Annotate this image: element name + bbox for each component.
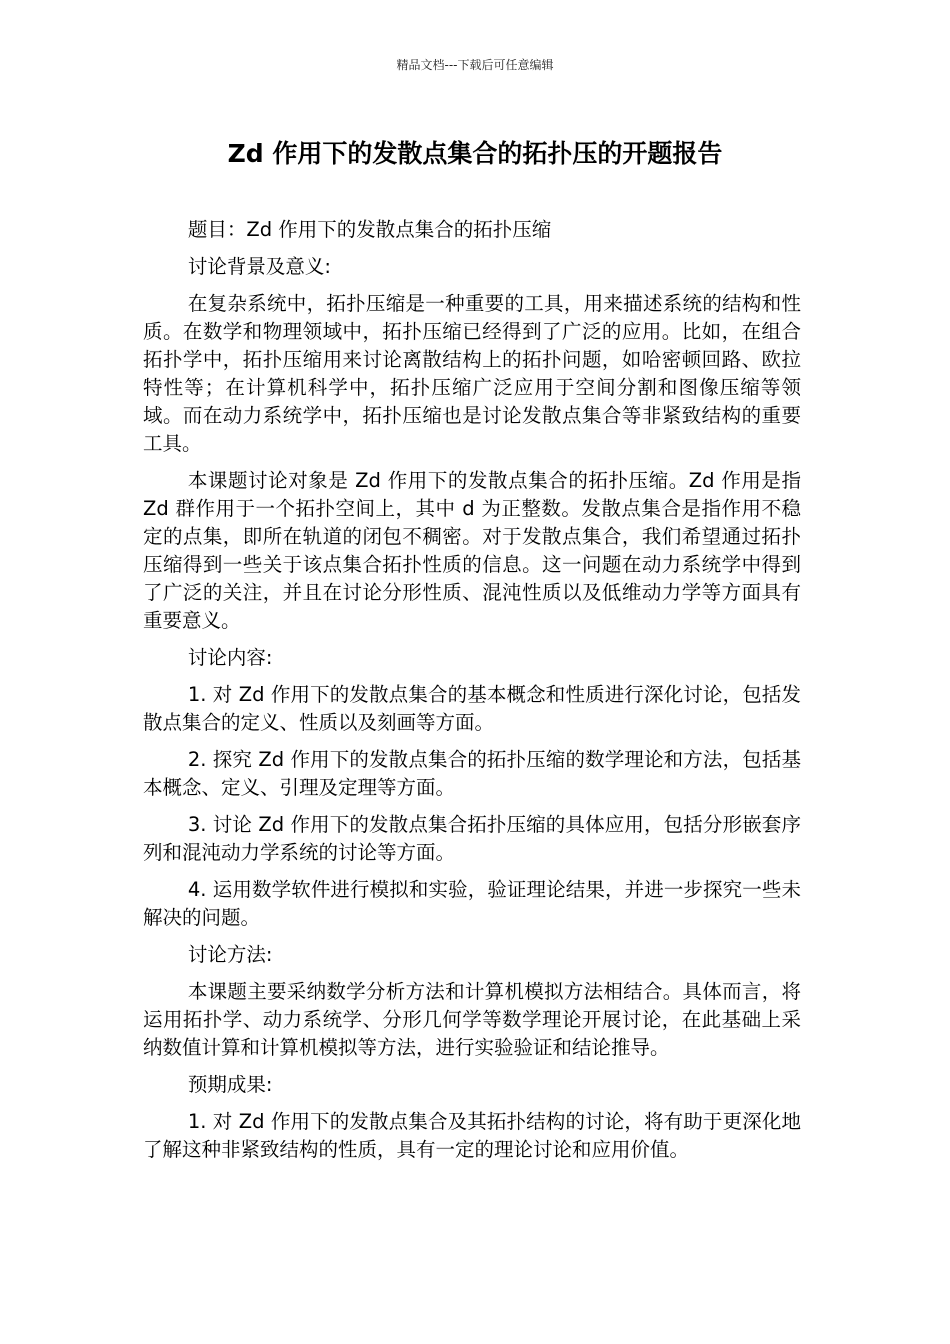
topic-line: 题目：Zd 作用下的发散点集合的拓扑压缩 bbox=[187, 218, 552, 241]
results-heading: 预期成果: bbox=[187, 1073, 273, 1096]
content-item: 4. 运用数学软件进行模拟和实验，验证理论结果，并进一步探究一些未解决的问题。 bbox=[143, 878, 801, 929]
document-title: Zd 作用下的发散点集合的拓扑压的开题报告 bbox=[227, 139, 723, 168]
background-paragraph: 本课题讨论对象是 Zd 作用下的发散点集合的拓扑压缩。Zd 作用是指 Zd 群作用于一个拓扑空间上，其中 d 为正整数。发散点集合是指作用不稳定的点集，即所在轨道的闭包不稠密。对于发散点集合，我们希望通过拓扑压缩得到一些关于该点集合拓扑性质的信息。这一问题在动力系统学中得到了广泛的关注，并且在讨论分形性质、混沌性质以及低维动力学等方面具有重要意义。 bbox=[143, 469, 801, 632]
page-header: 精品文档---下载后可任意编辑 bbox=[396, 58, 554, 72]
background-paragraph: 在复杂系统中，拓扑压缩是一种重要的工具，用来描述系统的结构和性质。在数学和物理领域中，拓扑压缩已经得到了广泛的应用。比如，在组合拓扑学中，拓扑压缩用来讨论离散结构上的拓扑问题，如哈密顿回路、欧拉特性等；在计算机科学中，拓扑压缩广泛应用于空间分割和图像压缩等领域。而在动力系统学中，拓扑压缩也是讨论发散点集合等非紧致结构的重要工具。 bbox=[143, 292, 801, 455]
content-item: 1. 对 Zd 作用下的发散点集合的基本概念和性质进行深化讨论，包括发散点集合的定义、性质以及刻画等方面。 bbox=[143, 683, 801, 734]
background-heading: 讨论背景及意义: bbox=[187, 255, 331, 278]
method-heading: 讨论方法: bbox=[187, 943, 273, 966]
content-item: 3. 讨论 Zd 作用下的发散点集合拓扑压缩的具体应用，包括分形嵌套序列和混沌动力学系统的讨论等方面。 bbox=[143, 813, 801, 864]
results-item: 1. 对 Zd 作用下的发散点集合及其拓扑结构的讨论，将有助于更深化地了解这种非紧致结构的性质，具有一定的理论讨论和应用价值。 bbox=[143, 1110, 801, 1161]
document-body bbox=[143, 216, 801, 1173]
content-heading: 讨论内容: bbox=[187, 646, 273, 669]
method-paragraph: 本课题主要采纳数学分析方法和计算机模拟方法相结合。具体而言，将运用拓扑学、动力系统学、分形几何学等数学理论开展讨论，在此基础上采纳数值计算和计算机模拟等方法，进行实验验证和结论推导。 bbox=[143, 980, 801, 1059]
content-item: 2. 探究 Zd 作用下的发散点集合的拓扑压缩的数学理论和方法，包括基本概念、定义、引理及定理等方面。 bbox=[143, 748, 801, 799]
